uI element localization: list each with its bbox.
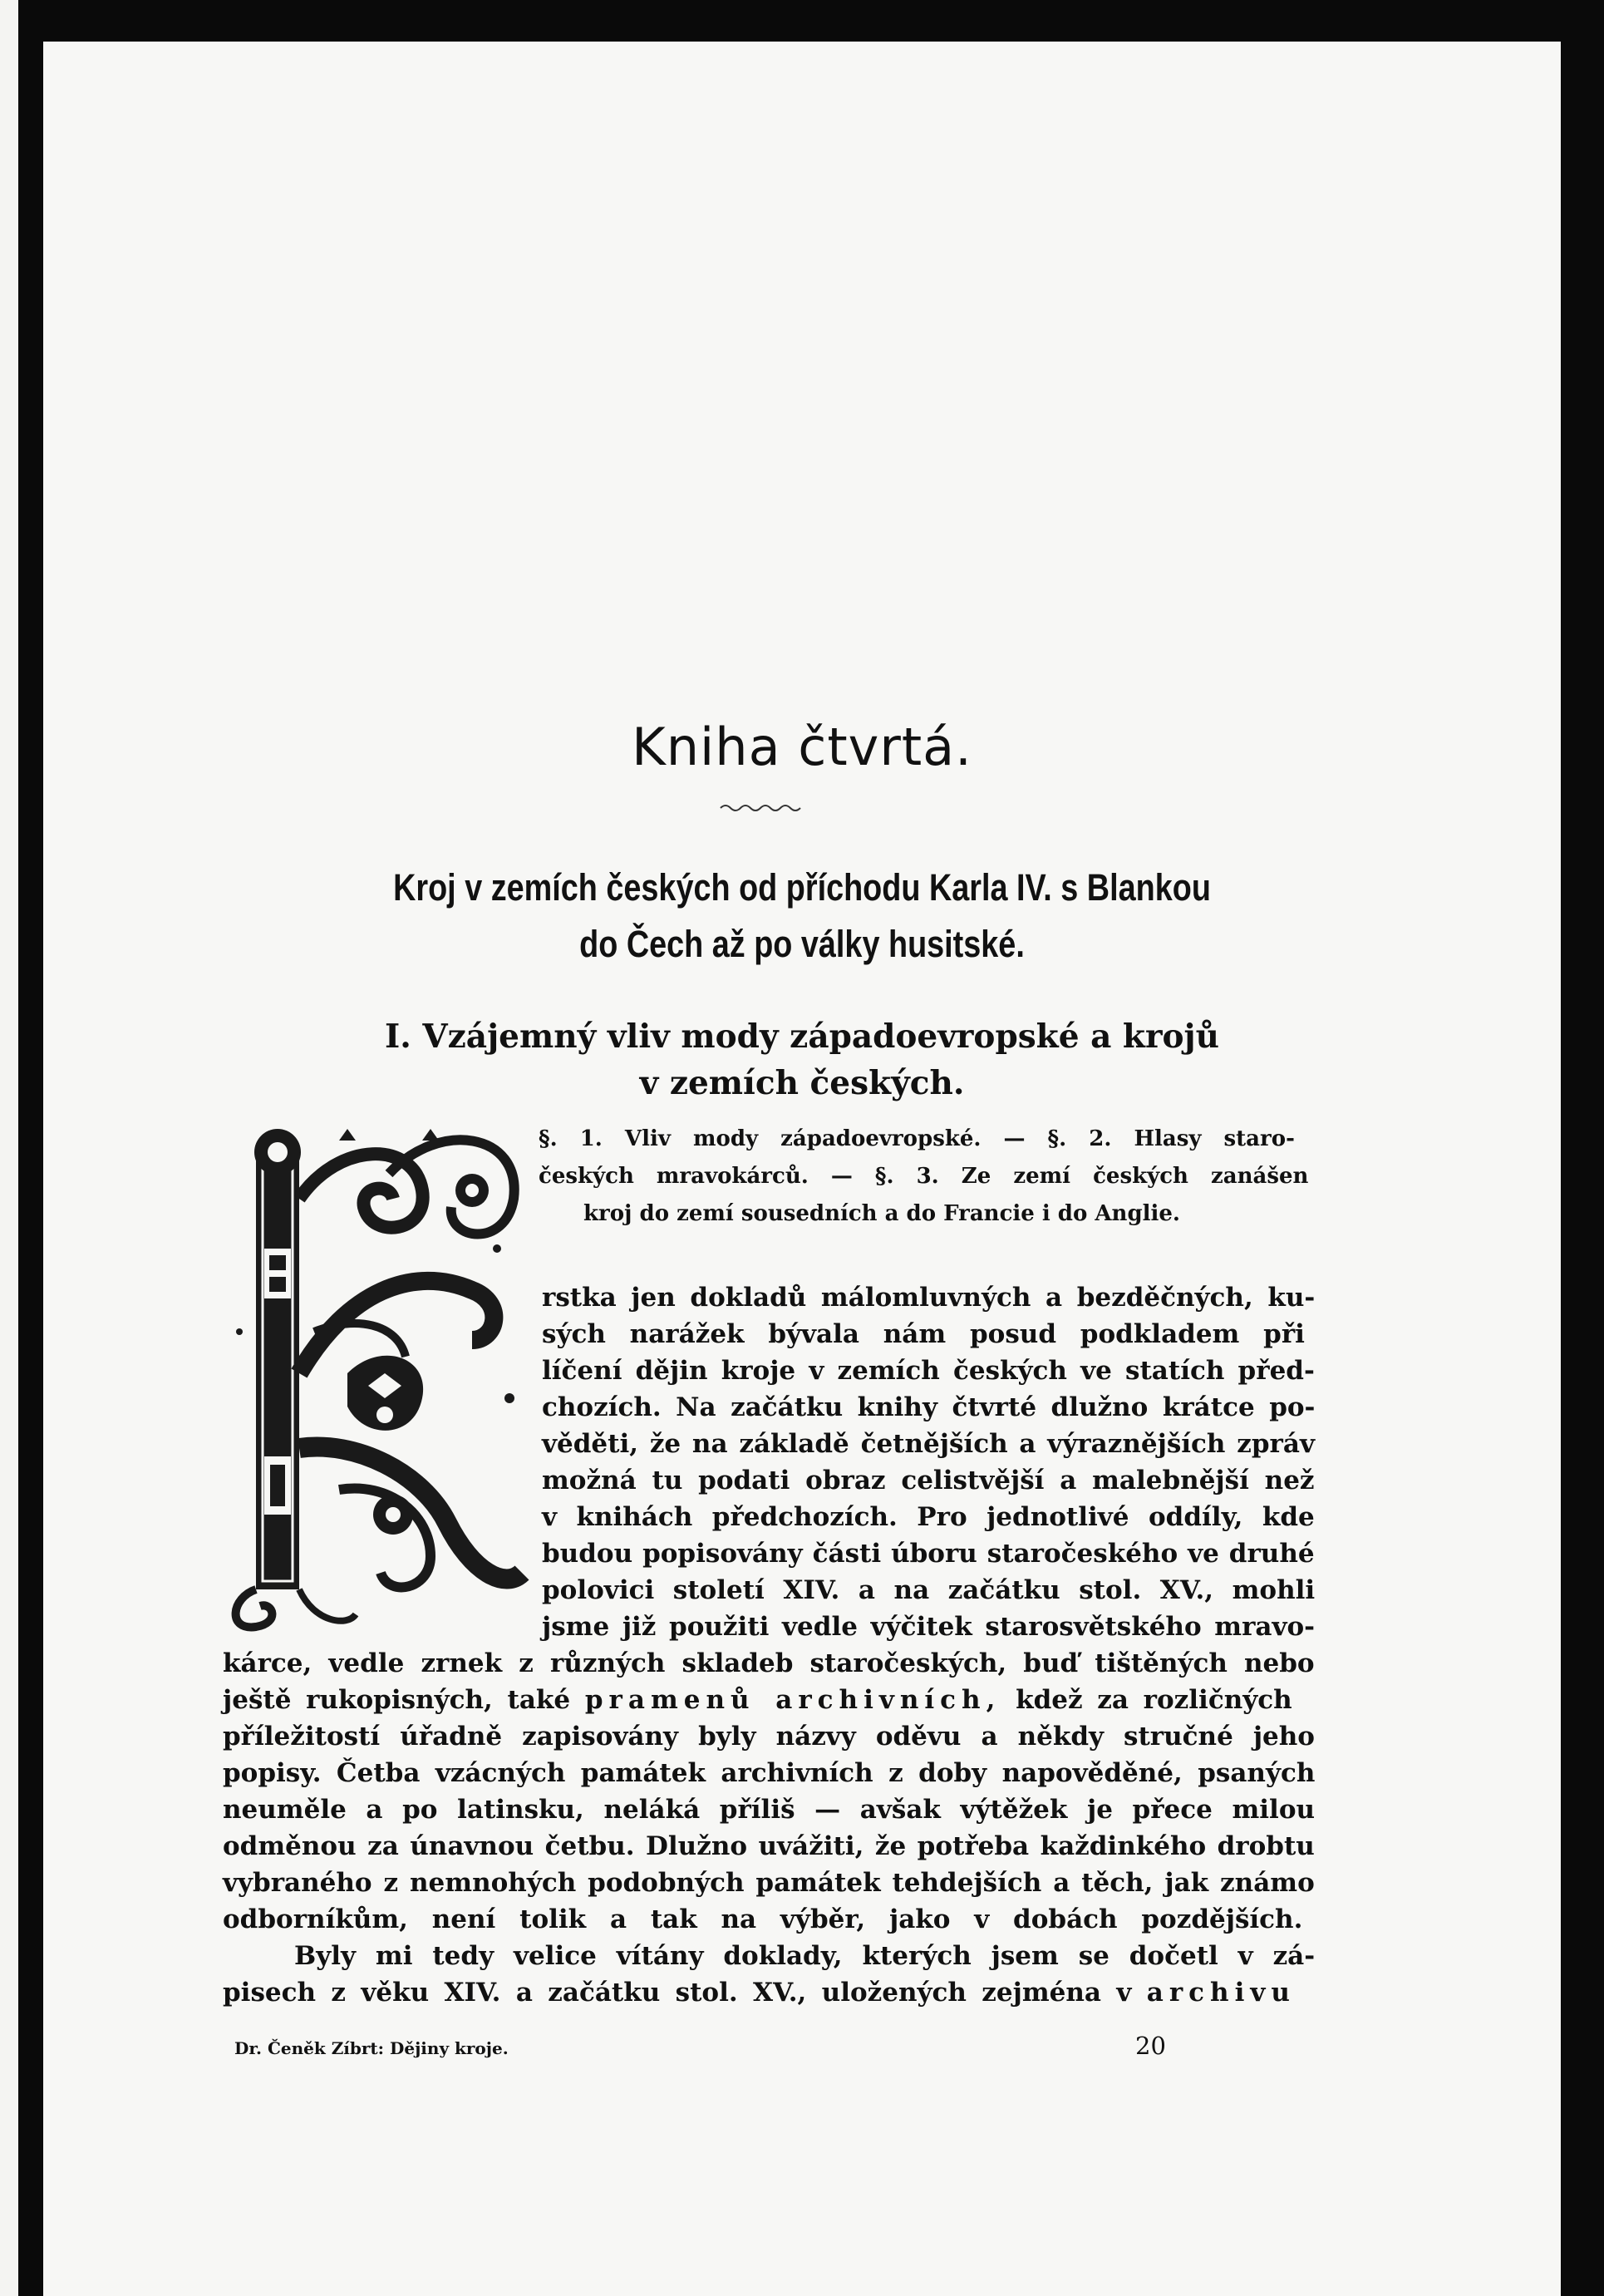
body-line-18: odborníkům, není tolik a tak na výběr, jako v dobách pozdějších. [223, 1904, 1303, 1934]
subtitle-line-2: do Čech až po války husitské. [579, 923, 1025, 965]
left-margin-strip [0, 0, 18, 2296]
emphasized-archival-sources: pramenů archivních, [584, 1685, 1001, 1715]
page-number: 20 [1135, 2032, 1166, 2060]
body-line-12 [223, 1683, 1292, 1717]
subtitle-line-1: Kroj v zemích českých od příchodu Karla IV. s Blankou [393, 866, 1211, 909]
body-line-20-start: pisech z věku XIV. a začátku stol. XV., uložených zejména v [223, 1978, 1132, 2008]
body-line-15: neuměle a po latinsku, neláká příliš — avšak výtěžek je přece milou [223, 1795, 1316, 1825]
body-line-10: jsme již použiti vedle výčitek starosvětského mravo- [542, 1612, 1316, 1642]
body-line-6: možná tu podati obraz celistvější a malebnější než [542, 1466, 1315, 1495]
body-line-20 [223, 1976, 1296, 2009]
body-line-16: odměnou za únavnou četbu. Dlužno uvážiti, že potřeba každinkého drobtu [223, 1831, 1315, 1861]
body-line-1: rstka jen dokladů málomluvných a bezděčných, ku- [542, 1283, 1316, 1313]
body-line-13: příležitostí úřadně zapisovány byly názvy oděvu a někdy stručné jeho [223, 1722, 1315, 1752]
body-line-2: sých narážek bývala nám posud podkladem při [542, 1319, 1305, 1349]
body-line-12-start: ještě rukopisných, také [223, 1685, 571, 1715]
section-summary-line-3: kroj do zemí sousedních a do Francie i do Anglie. [583, 1201, 1180, 1226]
body-line-12-end: kdež za rozličných [1016, 1685, 1292, 1715]
body-line-5: věděti, že na základě četnějších a výraznějších zpráv [542, 1429, 1315, 1459]
body-line-19: Byly mi tedy velice vítány doklady, kterých jsem se dočetl v zá- [294, 1941, 1316, 1971]
body-line-4: chozích. Na začátku knihy čtvrté dlužno krátce po- [542, 1392, 1316, 1422]
section-summary-line-2: českých mravokárců. — §. 3. Ze zemí českých zanášen [539, 1164, 1309, 1189]
body-line-8: budou popisovány části úboru staročeského ve druhé [542, 1539, 1315, 1569]
body-line-7: v knihách předchozích. Pro jednotlivé oddíly, kde [542, 1502, 1315, 1532]
decorated-initial-image [223, 1124, 530, 1633]
body-line-9: polovici století XIV. a na začátku stol. XV., mohli [542, 1575, 1316, 1605]
wavy-rule-ornament [719, 801, 802, 815]
body-line-3: líčení dějin kroje v zemích českých ve statích před- [542, 1356, 1315, 1386]
chapter-heading-line-1: I. Vzájemný vliv mody západoevropské a krojů [385, 1017, 1219, 1056]
body-line-17: vybraného z nemnohých podobných památek tehdejších a těch, jak známo [223, 1868, 1315, 1898]
chapter-heading-line-2: v zemích českých. [639, 1064, 965, 1102]
body-line-14: popisy. Četba vzácných památek archivních z doby napověděné, psaných [223, 1758, 1316, 1788]
running-footer-author-title: Dr. Čeněk Zíbrt: Dějiny kroje. [234, 2038, 509, 2058]
emphasized-archive: archivu [1146, 1978, 1296, 2008]
book-title: Kniha čtvrtá. [632, 717, 972, 777]
body-line-11: kárce, vedle zrnek z různých skladeb staročeských, buď tištěných nebo [223, 1648, 1315, 1678]
section-summary-line-1: §. 1. Vliv mody západoevropské. — §. 2. Hlasy staro- [539, 1126, 1295, 1151]
